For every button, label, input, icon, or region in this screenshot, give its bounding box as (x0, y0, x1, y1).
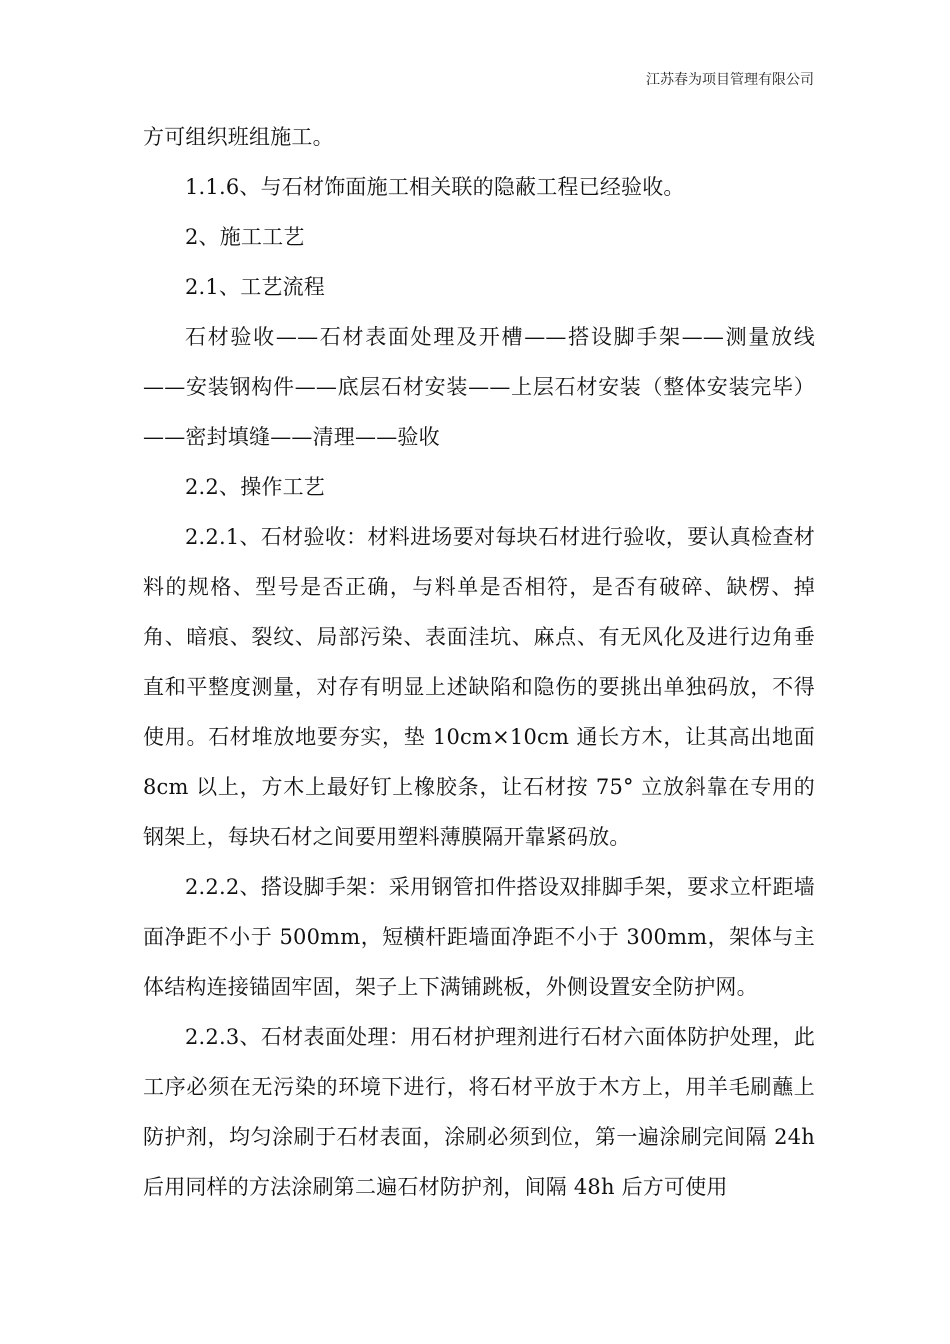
section-heading-2-2: 2.2、操作工艺 (185, 475, 325, 499)
process-flow-paragraph: 石材验收——石材表面处理及开槽——搭设脚手架——测量放线——安装钢构件——底层石材安装——上层石材安装（整体安装完毕）——密封填缝——清理——验收 (143, 325, 815, 449)
header-divider (143, 98, 813, 99)
paragraph-1: 方可组织班组施工。 (143, 125, 334, 149)
document-body (143, 112, 815, 1212)
paragraph-2-2-2: 2.2.2、搭设脚手架：采用钢管扣件搭设双排脚手架，要求立杆距墙面净距不小于 500mm，短横杆距墙面净距不小于 300mm，架体与主体结构连接锚固牢固，架子上下满铺跳板，外侧设置安全防护网。 (143, 875, 815, 999)
paragraph-2-2-1: 2.2.1、石材验收：材料进场要对每块石材进行验收，要认真检查材料的规格、型号是否正确，与料单是否相符，是否有破碎、缺楞、掉角、暗痕、裂纹、局部污染、表面洼坑、麻点、有无风化及进行边角垂直和平整度测量，对存有明显上述缺陷和隐伤的要挑出单独码放，不得使用。石材堆放地要夯实，垫 10cm×10cm 通长方木，让其高出地面 8cm 以上，方木上最好钉上橡胶条，让石材按 75° 立放斜靠在专用的钢架上，每块石材之间要用塑料薄膜隔开靠紧码放。 (143, 525, 815, 849)
paragraph-2-2-3: 2.2.3、石材表面处理：用石材护理剂进行石材六面体防护处理，此工序必须在无污染的环境下进行，将石材平放于木方上，用羊毛刷蘸上防护剂，均匀涂刷于石材表面，涂刷必须到位，第一遍涂刷完间隔 24h 后用同样的方法涂刷第二遍石材防护剂，间隔 48h 后方可使用 (143, 1025, 815, 1199)
section-heading-2-1: 2.1、工艺流程 (185, 275, 325, 299)
paragraph-2: 1.1.6、与石材饰面施工相关联的隐蔽工程已经验收。 (185, 175, 685, 199)
header-company-name: 江苏春为项目管理有限公司 (646, 72, 814, 88)
section-heading-2: 2、施工工艺 (185, 225, 305, 249)
